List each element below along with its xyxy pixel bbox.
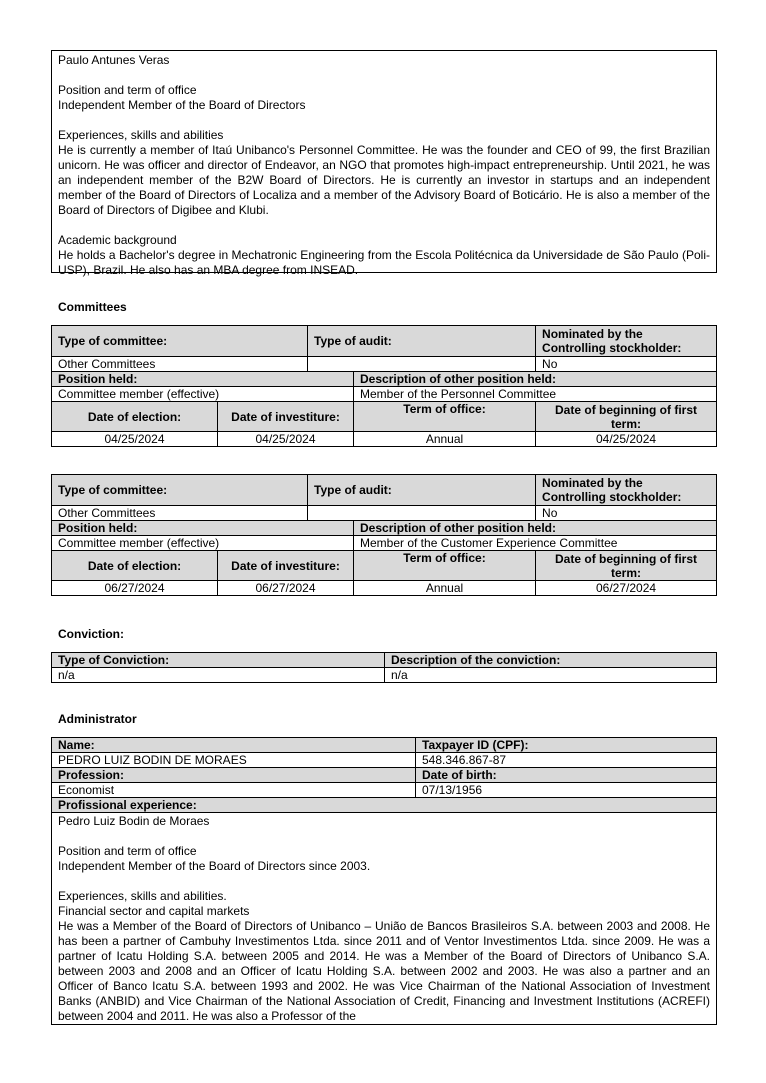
term-label: Term of office: (354, 402, 536, 432)
experience-label: Profissional experience: (52, 798, 717, 813)
bio-position-label: Position and term of office (58, 844, 197, 858)
date-investiture: 06/27/2024 (218, 581, 354, 596)
bio-experience: He was a Member of the Board of Directors of Unibanco – União de Bancos Brasileiros S.A. between 2003 and 2008. He has been a partner of Cambuhy Investimentos Ltda. since 2011 and of Ventor Investimentos Ltda. since 2009. He was a partner of Icatu Holding S.A. between 2005 and 2014. He was a Member of the Board of Directors of Unibanco S.A. between 2003 and 2008 and an Officer of Icatu Holding S.A. between 2002 and 2003. He was also a partner and an Officer of Banco Icatu S.A. between 1993 and 2002. He was Vice Chairman of the National Association of Investment Banks (ANBID) and Vice Chairman of the National Association of Credit, Financing and Investment Institutions (ACREFI) between 2004 and 2011. He was also a Professor of the (58, 919, 710, 1023)
type-committee-label: Type of committee: (52, 326, 308, 357)
date-investiture-label: Date of investiture: (218, 551, 354, 581)
academic-label: Academic background (58, 233, 177, 247)
nominated-label: Nominated by the Controlling stockholder: (536, 326, 717, 357)
date-investiture: 04/25/2024 (218, 432, 354, 447)
nominated-value: No (536, 506, 717, 521)
term-of-office: Annual (354, 432, 536, 447)
admin-dob: 07/13/1956 (416, 783, 717, 798)
audit-type (308, 506, 536, 521)
type-committee-label: Type of committee: (52, 475, 308, 506)
committee-type: Other Committees (52, 506, 308, 521)
position-text: Independent Member of the Board of Directors (58, 98, 306, 112)
bio-name: Pedro Luiz Bodin de Moraes (58, 814, 210, 828)
date-election: 06/27/2024 (52, 581, 218, 596)
position-held-label: Position held: (52, 372, 354, 387)
experience-text: He is currently a member of Itaú Unibanco's Personnel Committee. He was the founder and CEO of 99, the first Brazilian unicorn. He was officer and director of Endeavor, an NGO that promotes high-impact entrepreneurship. Until 2021, he was an independent member of the B2W Board of Directors. He is currently an investor in startups and an independent member of the Board of Directors of Localiza and a member of the Advisory Board of Boticário. He is also a member of the Board of Directors of Digibee and Klubi. (58, 143, 710, 217)
date-first-term: 06/27/2024 (536, 581, 717, 596)
date-first-term-label: Date of beginning of first term: (536, 402, 717, 432)
conviction-type: n/a (52, 668, 385, 683)
bio-skills-label: Experiences, skills and abilities. (58, 889, 227, 903)
committee-type: Other Committees (52, 357, 308, 372)
bio-position: Independent Member of the Board of Directors since 2003. (58, 859, 371, 873)
committee-table (51, 474, 717, 596)
admin-name: PEDRO LUIZ BODIN DE MORAES (52, 753, 416, 768)
conviction-heading: Conviction: (58, 627, 124, 641)
date-election: 04/25/2024 (52, 432, 218, 447)
conviction-table (51, 652, 717, 683)
nominated-value: No (536, 357, 717, 372)
position-held: Committee member (effective) (52, 536, 354, 551)
position-description: Member of the Personnel Committee (354, 387, 717, 402)
position-description: Member of the Customer Experience Committee (354, 536, 717, 551)
date-election-label: Date of election: (52, 551, 218, 581)
profession-label: Profession: (52, 768, 416, 783)
profile-box (51, 50, 717, 277)
type-audit-label: Type of audit: (308, 326, 536, 357)
admin-profession: Economist (52, 783, 416, 798)
nominated-label: Nominated by the Controlling stockholder: (536, 475, 717, 506)
position-label: Position and term of office (58, 83, 197, 97)
committees-heading: Committees (58, 300, 127, 314)
admin-cpf: 548.346.867-87 (416, 753, 717, 768)
admin-bio (52, 813, 717, 1025)
conviction-type-label: Type of Conviction: (52, 653, 385, 668)
date-election-label: Date of election: (52, 402, 218, 432)
profile-name: Paulo Antunes Veras (58, 53, 170, 67)
academic-text: He holds a Bachelor's degree in Mechatronic Engineering from the Escola Politécnica da Universidade de São Paulo (Poli-USP), Brazil. He also has an MBA degree from INSEAD. (58, 248, 710, 277)
conviction-desc-label: Description of the conviction: (385, 653, 717, 668)
description-label: Description of other position held: (354, 521, 717, 536)
dob-label: Date of birth: (416, 768, 717, 783)
administrator-heading: Administrator (58, 712, 137, 726)
name-label: Name: (52, 738, 416, 753)
audit-type (308, 357, 536, 372)
description-label: Description of other position held: (354, 372, 717, 387)
cpf-label: Taxpayer ID (CPF): (416, 738, 717, 753)
date-investiture-label: Date of investiture: (218, 402, 354, 432)
experience-label: Experiences, skills and abilities (58, 128, 224, 142)
date-first-term: 04/25/2024 (536, 432, 717, 447)
conviction-desc: n/a (385, 668, 717, 683)
committee-table (51, 325, 717, 447)
bio-sector: Financial sector and capital markets (58, 904, 250, 918)
administrator-table (51, 737, 717, 1025)
position-held-label: Position held: (52, 521, 354, 536)
date-first-term-label: Date of beginning of first term: (536, 551, 717, 581)
term-of-office: Annual (354, 581, 536, 596)
type-audit-label: Type of audit: (308, 475, 536, 506)
term-label: Term of office: (354, 551, 536, 581)
position-held: Committee member (effective) (52, 387, 354, 402)
